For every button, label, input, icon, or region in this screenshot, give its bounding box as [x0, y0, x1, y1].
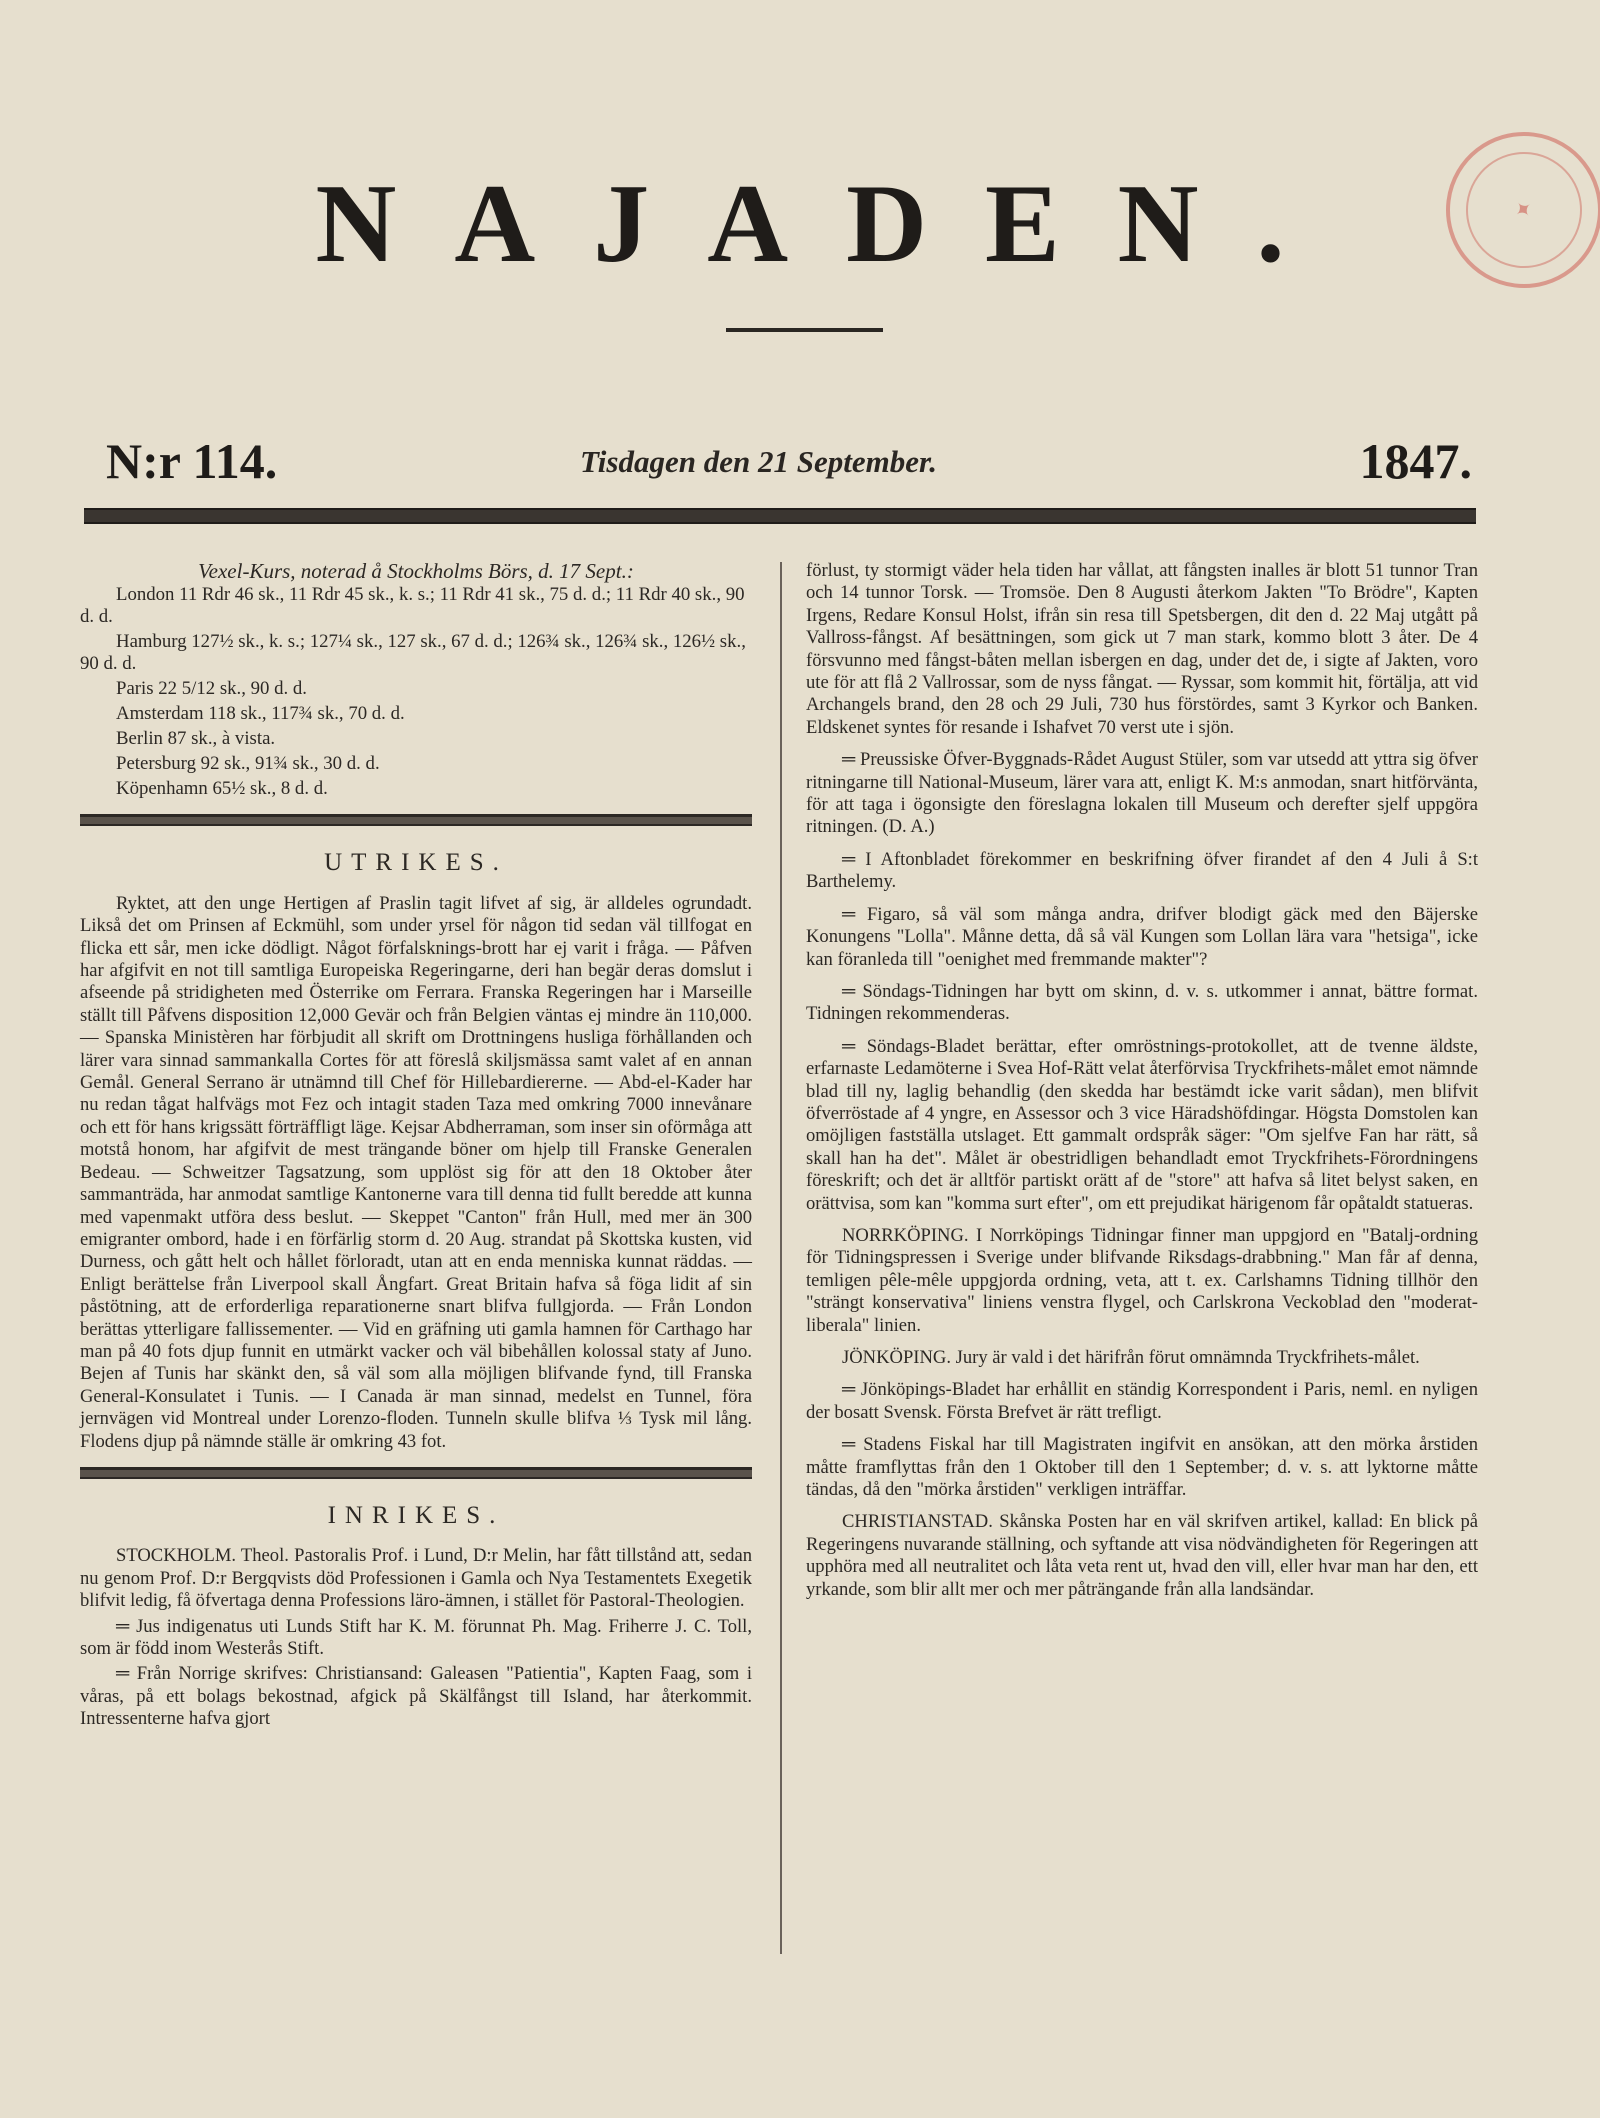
news-paragraph: NORRKÖPING. I Norrköpings Tidningar finner man uppgjord en "Batalj-ordning för Tidningspressen i Sverige under blifvande Riksdags-drabbning." Man får af denna, temligen pêle-mêle uppgjorda ordning, veta, att t. ex. Carlshamns Tidning tillhör den "strängt konservativa" liniens venstra flygel, och Carlskrona Veckoblad den "moderat-liberala" linien.	[806, 1224, 1478, 1336]
rate-line: Amsterdam 118 sk., 117¾ sk., 70 d. d.	[116, 703, 405, 725]
news-paragraph: ═ Stadens Fiskal har till Magistraten ingifvit en ansökan, att den mörka årstiden måtte framflyttas från den 1 Oktober till den 1 September; d. v. s. att lyktorne måtte tändas, då den "mörka årstiden" verkligen inträffar.	[806, 1434, 1478, 1501]
exchange-rates-heading: Vexel-Kurs, noterad å Stockholms Börs, d. 17 Sept.:	[198, 559, 634, 583]
header-rule	[84, 508, 1476, 524]
inrikes-paragraph: STOCKHOLM. Theol. Pastoralis Prof. i Lund, D:r Melin, har fått tillstånd att, sedan nu genom Prof. D:r Bergqvists död Professionen i Gamla och Nya Testamentets Exegetik blifvit ledig, få öfvertaga denna Professions läro-ämnen, i stället för Pastoral-Theologien.	[80, 1545, 752, 1612]
issue-number: N:r 114.	[106, 433, 278, 489]
issue-date: Tisdagen den 21 September.	[580, 444, 938, 479]
right-column	[806, 560, 1478, 1601]
news-paragraph: ═ Söndags-Bladet berättar, efter omröstnings-protokollet, att de tvenne äldste, erfarnaste Ledamöterne i Svea Hof-Rätt velat återförvisa Tryckfrihets-målet emot nämnde blad till ny, laglig behandlig (den skedda har bestämdt icke varit sådan), men blifvit öfverröstade af 4 yngre, en Assessor och 3 vice Häradshöfdingar. Högsta Domstolen kan omöjligen fastställa utslaget. Ett gammalt ordspråk säger: "Om sjelfve Fan har rätt, så skall han ha det". Målet är obestridligen behandladt emot Tryckfrihets-Förordningens föreskrift; och det är alltför partiskt orätt af de "store" att hafva så litet belyst saken, en orättvisa, som kan "komma surt efter", om ett prejudikat härigenom får opåtaldt statueras.	[806, 1035, 1478, 1214]
news-paragraph: förlust, ty stormigt väder hela tiden har vållat, att fångsten inalles är blott 51 tunnor Tran och 14 tunnor Torsk. — Tromsöe. Den 8 Augusti återkom Jakten "To Brödre", Kapten Irgens, Redare Konsul Holst, ifrån sin resa till Spetsbergen, dit den d. 22 Maj utgått på Vallross-fångst. Af besättningen, som gick ut 7 man stark, kommo blott 3 åter. De 4 försvunno med fångst-båten mellan isbergen en dag, under det de, i sigte af Jakten, voro ute för att flå 2 Vallrossar, som de nyss fångat. — Ryssar, som kommit hit, förtälja, att vid Archangels brand, den 28 och 29 Juli, 730 hus förstördes, samt 3 Kyrkor och Banken. Eldskenet syntes för resande i Ishafvet 70 verst ute i sjön.	[806, 560, 1478, 738]
news-paragraph: CHRISTIANSTAD. Skånska Posten har en väl skrifven artikel, kallad: En blick på Regeringens nuvarande ställning, och syftande att visa nödvändigheten för Regeringen att upphöra med all neutralitet och låta veta rent ut, hvad den vill, eller hvar man har den, ett yrkande, som blir allt mer och mer påträngande från alla landsändar.	[806, 1511, 1478, 1600]
news-paragraph: JÖNKÖPING. Jury är vald i det härifrån förut omnämnda Tryckfrihets-målet.	[842, 1347, 1420, 1368]
rate-line: Berlin 87 sk., à vista.	[116, 728, 276, 750]
news-paragraph: ═ Figaro, så väl som många andra, drifver blodigt gäck med den Bäjerske Konungens "Lolla". Månne detta, då så väl Kungen som Lollan lära vara "hetsiga", icke kan föranleda till "oenighet med fremmande makter"?	[806, 903, 1478, 970]
news-paragraph: ═ Söndags-Tidningen har bytt om skinn, d. v. s. utkommer i annat, bättre format. Tidningen rekommenderas.	[806, 980, 1478, 1025]
left-column	[80, 560, 752, 1731]
masthead-title: NAJADEN.	[315, 162, 1343, 286]
column-divider	[780, 562, 782, 1954]
inrikes-paragraph: ═ Jus indigenatus uti Lunds Stift har K. M. förunnat Ph. Mag. Friherre J. C. Toll, som är född inom Westerås Stift.	[80, 1615, 752, 1659]
news-paragraph: ═ Preussiske Öfver-Byggnads-Rådet August Stüler, som var utsedd att yttra sig öfver ritningarne till National-Museum, lärer vara att, enligt K. M:s anmodan, snart hitförväntа, för att taga i ögonsigte den föreslagna lokalen till Museum och derefter sjelf uppgöra ritningen. (D. A.)	[806, 749, 1478, 838]
rate-line: Petersburg 92 sk., 91¾ sk., 30 d. d.	[116, 753, 380, 775]
rate-line: Köpenhamn 65½ sk., 8 d. d.	[116, 778, 328, 800]
news-paragraph: ═ I Aftonbladet förekommer en beskrifning öfver firandet af den 4 Juli å S:t Barthelemy.	[806, 848, 1478, 893]
rate-line: London 11 Rdr 46 sk., 11 Rdr 45 sk., k. s.; 11 Rdr 41 sk., 75 d. d.; 11 Rdr 40 sk., 90 d. d.	[80, 584, 745, 628]
news-paragraph: ═ Jönköpings-Bladet har erhållit en ständig Korrespondent i Paris, neml. en nyligen der bosatt Svensk. Första Brefvet är rätt trefligt.	[806, 1379, 1478, 1423]
utrikes-text: Ryktet, att den unge Hertigen af Praslin tagit lifvet af sig, är alldeles ogrundadt. Likså det om Prinsen af Eckmühl, som under yrsel för någon tid sedan väl tillfogat en flicka ett sår, men icke dödligt. Något förfalsknings-brott har ej varit i fråga. — Påfven har afgifvit en not till samtliga Europeiska Regeringarne, deri han begär deras domslut i afseende på stridigheten med Österrike om Ferrara. Franska Regeringen har i Marseille ställt till Påfvens disposition 12,000 Gevär och från Belgien väntas ej mindre än 110,000. — Spanska Ministèren har förbjudit all skrift om Drottningens husliga förhållanden och lärer vara sinnad sammankalla Cortes för att föreslå skiljsmässa samt valet af en annan Gemål. General Serrano är utnämnd till Chef för Hillebardiererne. — Abd-el-Kader har nu redan tågat halfvägs mot Fez och intagit staden Taza med omkring 7000 innevånare och ett för hans krigssätt förträffligt läge. Kejsar Abdherraman, som inser sin oförmåga att motstå honom, har afgifvit de mest trängande böner om hjelp till Franske Generalen Bedeau. — Schweitzer Tagsatzung, som upplöst sig för att den 18 Oktober åter sammanträda, har anmodat samtlige Kantonerne vara till denna tid fullt beredde att kunna med vapenmakt utföra dess beslut. — Skeppet "Canton" från Hull, med mer än 300 emigranter ombord, hade i en förfärlig storm d. 20 Aug. strandat på Skottska kusten, vid Durness, och gått helt och hållet förloradt, utan att en enda menniska kunnat räddas. — Enligt berättelse från Liverpool skall Ångfart. Great Britain hafva så föga lidit af sin påstötning, att de erforderliga reparationerne snart blifva fullgjorda. — Från London berättas ytterligare fallissementer. — Vid en gräfning uti gamla hamnen för Carthago har man på 40 fots djup funnit en utmärkt vacker och väl bibehållen kolossal staty af Juno. Bejen af Tunis har skänkt den, så väl som alla möjligen blifvande fynd, till Franska General-Konsulatet i Tunis. — I Canada är man sinnad, medelst en Tunnel, föra jernvägen vid Montreal under Lorenzo-floden. Tunneln skulle blifva ⅓ Tysk mil lång. Flodens djup på nämnde ställe är omkring 43 fot.	[80, 892, 752, 1452]
rate-line: Paris 22 5/12 sk., 90 d. d.	[116, 678, 307, 700]
inrikes-paragraph: ═ Från Norrige skrifves: Christiansand: Galeasen "Patientia", Kapten Faag, som i våras, på ett bolags bekostnad, afgick på Skälfångst till Island, har återkommit. Intressenterne hafva gjort	[80, 1663, 752, 1730]
utrikes-heading: UTRIKES.	[324, 849, 508, 877]
rate-line: Hamburg 127½ sk., k. s.; 127¼ sk., 127 sk., 67 d. d.; 126¾ sk., 126¾ sk., 126½ sk., 90 d. d.	[80, 631, 746, 675]
section-rule	[80, 814, 752, 826]
issue-year: 1847.	[1359, 433, 1472, 489]
section-rule	[80, 1467, 752, 1479]
inrikes-heading: INRIKES.	[327, 1501, 505, 1529]
masthead-rule	[726, 328, 883, 332]
stamp-inner-ring: ✦	[1443, 129, 1600, 292]
